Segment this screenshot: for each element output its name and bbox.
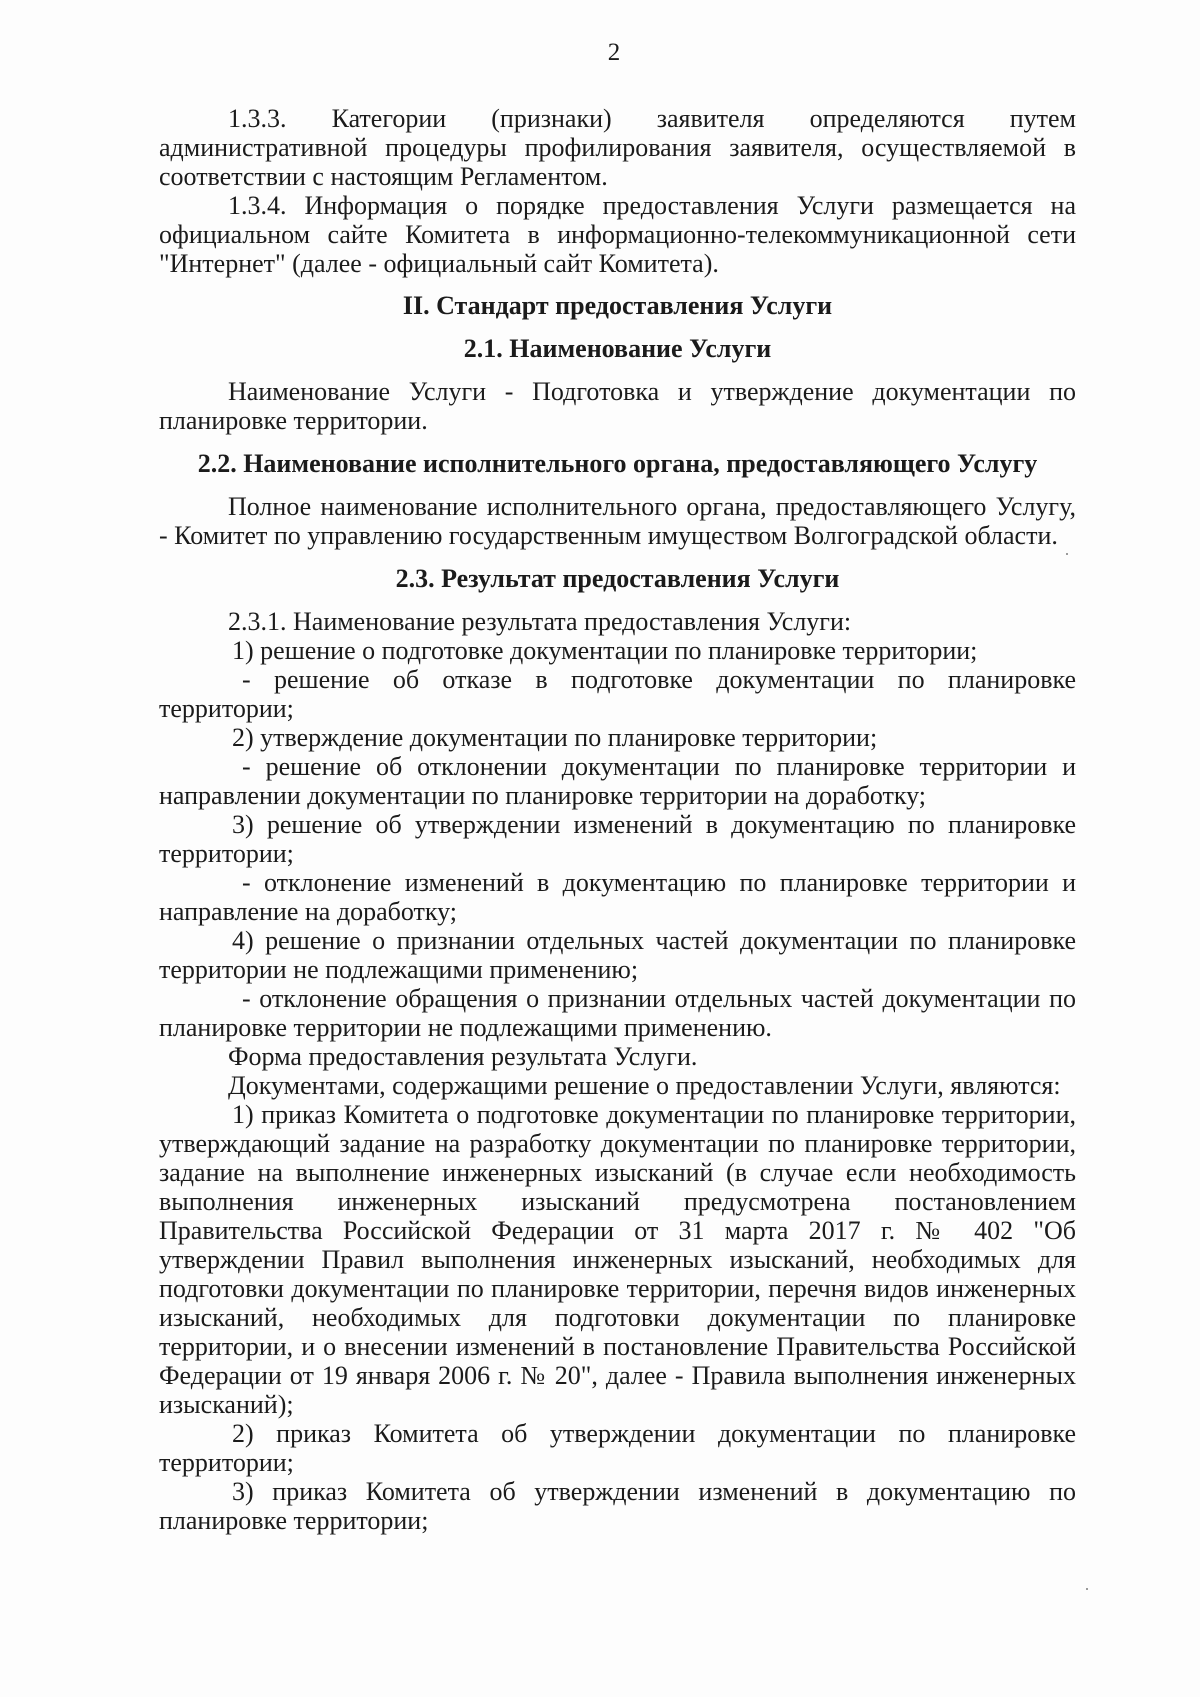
list-item-document-3: 3) приказ Комитета об утверждении изменений в документацию по планировке территории;: [159, 1477, 1076, 1535]
list-item-result-3-rejection: - отклонение изменений в документацию по планировке территории и направление на доработку;: [159, 868, 1076, 926]
paragraph-service-name: Наименование Услуги - Подготовка и утверждение документации по планировке территории.: [159, 377, 1076, 435]
list-item-document-2: 2) приказ Комитета об утверждении документации по планировке территории;: [159, 1419, 1076, 1477]
paragraph-executive-body: Полное наименование исполнительного органа, предоставляющего Услугу, - Комитет по управлению государственным имуществом Волгоградской области.: [159, 492, 1076, 550]
list-item-result-1-refusal: - решение об отказе в подготовке документации по планировке территории;: [159, 665, 1076, 723]
paragraph-result-documents: Документами, содержащими решение о предоставлении Услуги, являются:: [228, 1071, 1061, 1100]
page-number: 2: [607, 39, 621, 66]
paragraph-1-3-4: 1.3.4. Информация о порядке предоставления Услуги размещается на официальном сайте Комитета в информационно-телекоммуникационной сети "Интернет" (далее - официальный сайт Комитета).: [159, 191, 1076, 278]
subsection-heading-2-3: 2.3. Результат предоставления Услуги: [395, 564, 840, 593]
paragraph-2-3-1: 2.3.1. Наименование результата предоставления Услуги:: [228, 607, 852, 636]
list-item-result-4-rejection: - отклонение обращения о признании отдельных частей документации по планировке территории не подлежащими применению.: [159, 984, 1076, 1042]
list-item-result-4: 4) решение о признании отдельных частей документации по планировке территории не подлежащими применению;: [159, 926, 1076, 984]
paragraph-result-form: Форма предоставления результата Услуги.: [228, 1042, 698, 1071]
list-item-result-2: 2) утверждение документации по планировке территории;: [232, 723, 878, 752]
paragraph-1-3-3: 1.3.3. Категории (признаки) заявителя определяются путем административной процедуры профилирования заявителя, осуществляемой в соответствии с настоящим Регламентом.: [159, 104, 1076, 191]
scan-speck: [1066, 553, 1068, 555]
subsection-heading-2-2: 2.2. Наименование исполнительного органа, предоставляющего Услугу: [197, 449, 1038, 478]
list-item-document-1: 1) приказ Комитета о подготовке документации по планировке территории, утверждающий задание на разработку документации по планировке территории, задание на выполнение инженерных изысканий (в случае если необходимость выполнения инженерных изысканий предусмотрена постановлением Правительства Российской Федерации от 31 марта 2017 г. № 402 "Об утверждении Правил выполнения инженерных изысканий, необходимых для подготовки документации по планировке территории, перечня видов инженерных изысканий, необходимых для подготовки документации по планировке территории, и о внесении изменений в постановление Правительства Российской Федерации от 19 января 2006 г. № 20", далее - Правила выполнения инженерных изысканий);: [159, 1100, 1076, 1419]
list-item-result-3: 3) решение об утверждении изменений в документацию по планировке территории;: [159, 810, 1076, 868]
section-heading-2: II. Стандарт предоставления Услуги: [402, 291, 833, 320]
list-item-result-1: 1) решение о подготовке документации по планировке территории;: [232, 636, 978, 665]
document-body: [159, 104, 1076, 1535]
scan-speck: [1086, 1588, 1088, 1590]
list-item-result-2-rejection: - решение об отклонении документации по планировке территории и направлении документации по планировке территории на доработку;: [159, 752, 1076, 810]
subsection-heading-2-1: 2.1. Наименование Услуги: [463, 334, 772, 363]
